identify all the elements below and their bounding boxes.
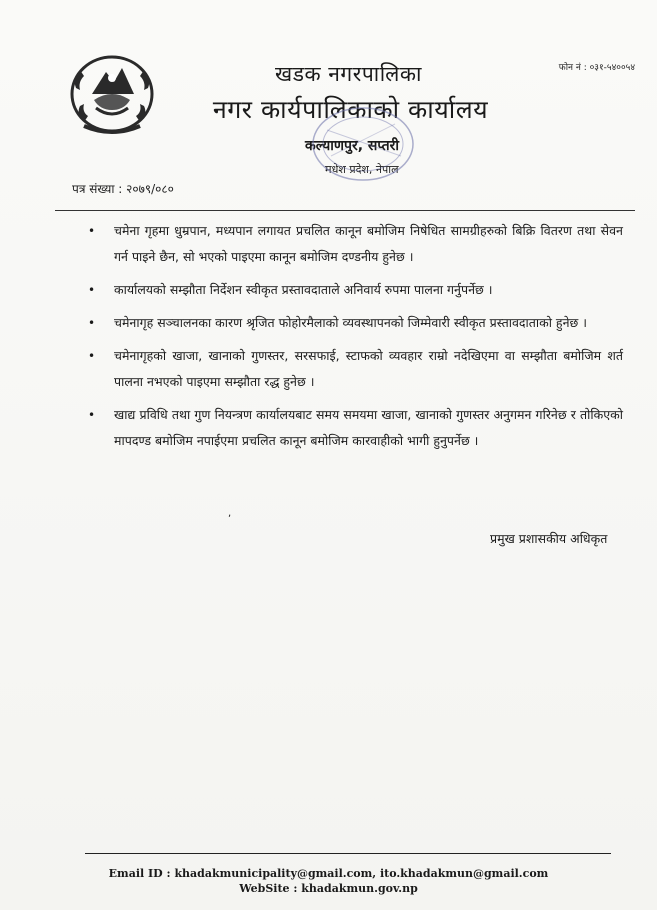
list-item: • चमेनागृह सञ्चालनका कारण श्रृजित फोहोरमैलाको व्यवस्थापनको जिम्मेवारी स्वीकृत प्रस्तावदाताको हुनेछ । bbox=[78, 310, 623, 336]
office-name: नगर कार्यपालिकाको कार्यालय bbox=[212, 95, 489, 124]
office-province: मधेश प्रदेश, नेपाल bbox=[325, 163, 399, 176]
bullet-icon: • bbox=[88, 316, 96, 330]
phone-number: फोन नं : ०३१-५४००५४ bbox=[558, 63, 635, 73]
municipality-name: खडक नगरपालिका bbox=[275, 62, 422, 86]
list-item: • चमेनागृहको खाजा, खानाको गुणस्तर, सरसफाई, स्टाफको व्यवहार राम्रो नदेखिएमा वा सम्झौता बमोजिम शर्त पालना नभएको पाइएमा सम्झौता रद्ध हुनेछ । bbox=[78, 343, 623, 395]
footer-email bbox=[0, 867, 657, 880]
bullet-icon: • bbox=[88, 408, 96, 422]
list-item: • कार्यालयको सम्झौता निर्देशन स्वीकृत प्रस्तावदाताले अनिवार्य रुपमा पालना गर्नुपर्नेछ । bbox=[78, 277, 623, 303]
website-value: khadakmun.gov.np bbox=[301, 882, 418, 895]
reference-number bbox=[72, 180, 174, 197]
office-address: कल्याणपुर, सप्तरी bbox=[305, 138, 399, 154]
list-item: • खाद्य प्रविधि तथा गुण नियन्त्रण कार्यालयबाट समय समयमा खाजा, खानाको गुणस्तर अनुगमन गरिनेछ र तोकिएको मापदण्ड बमोजिम नपाईएमा प्रचलित कानून बमोजिम कारवाहीको भागी हुनुपर्नेछ । bbox=[78, 402, 623, 454]
conditions-list bbox=[78, 218, 623, 461]
reference-label: पत्र संख्या : bbox=[72, 182, 123, 196]
footer-website bbox=[0, 882, 657, 895]
website-label: WebSite : bbox=[239, 882, 298, 895]
stray-mark: , bbox=[228, 508, 232, 519]
footer-divider bbox=[85, 853, 611, 854]
signature-title: प्रमुख प्रशासकीय अधिकृत bbox=[490, 531, 608, 546]
reference-value: २०७९/०८० bbox=[126, 182, 174, 196]
email-value: khadakmunicipality@gmail.com, ito.khadakmun@gmail.com bbox=[174, 867, 549, 880]
bullet-icon: • bbox=[88, 224, 96, 238]
bullet-icon: • bbox=[88, 349, 96, 363]
email-label: Email ID : bbox=[108, 867, 171, 880]
list-item: • चमेना गृहमा धुम्रपान, मध्यपान लगायत प्रचलित कानून बमोजिम निषेधित सामग्रीहरुको बिक्रि वितरण तथा सेवन गर्न पाइने छैन, सो भएको पाइएमा कानून बमोजिम दण्डनीय हुनेछ । bbox=[78, 218, 623, 270]
bullet-icon: • bbox=[88, 283, 96, 297]
header-divider bbox=[55, 210, 635, 211]
